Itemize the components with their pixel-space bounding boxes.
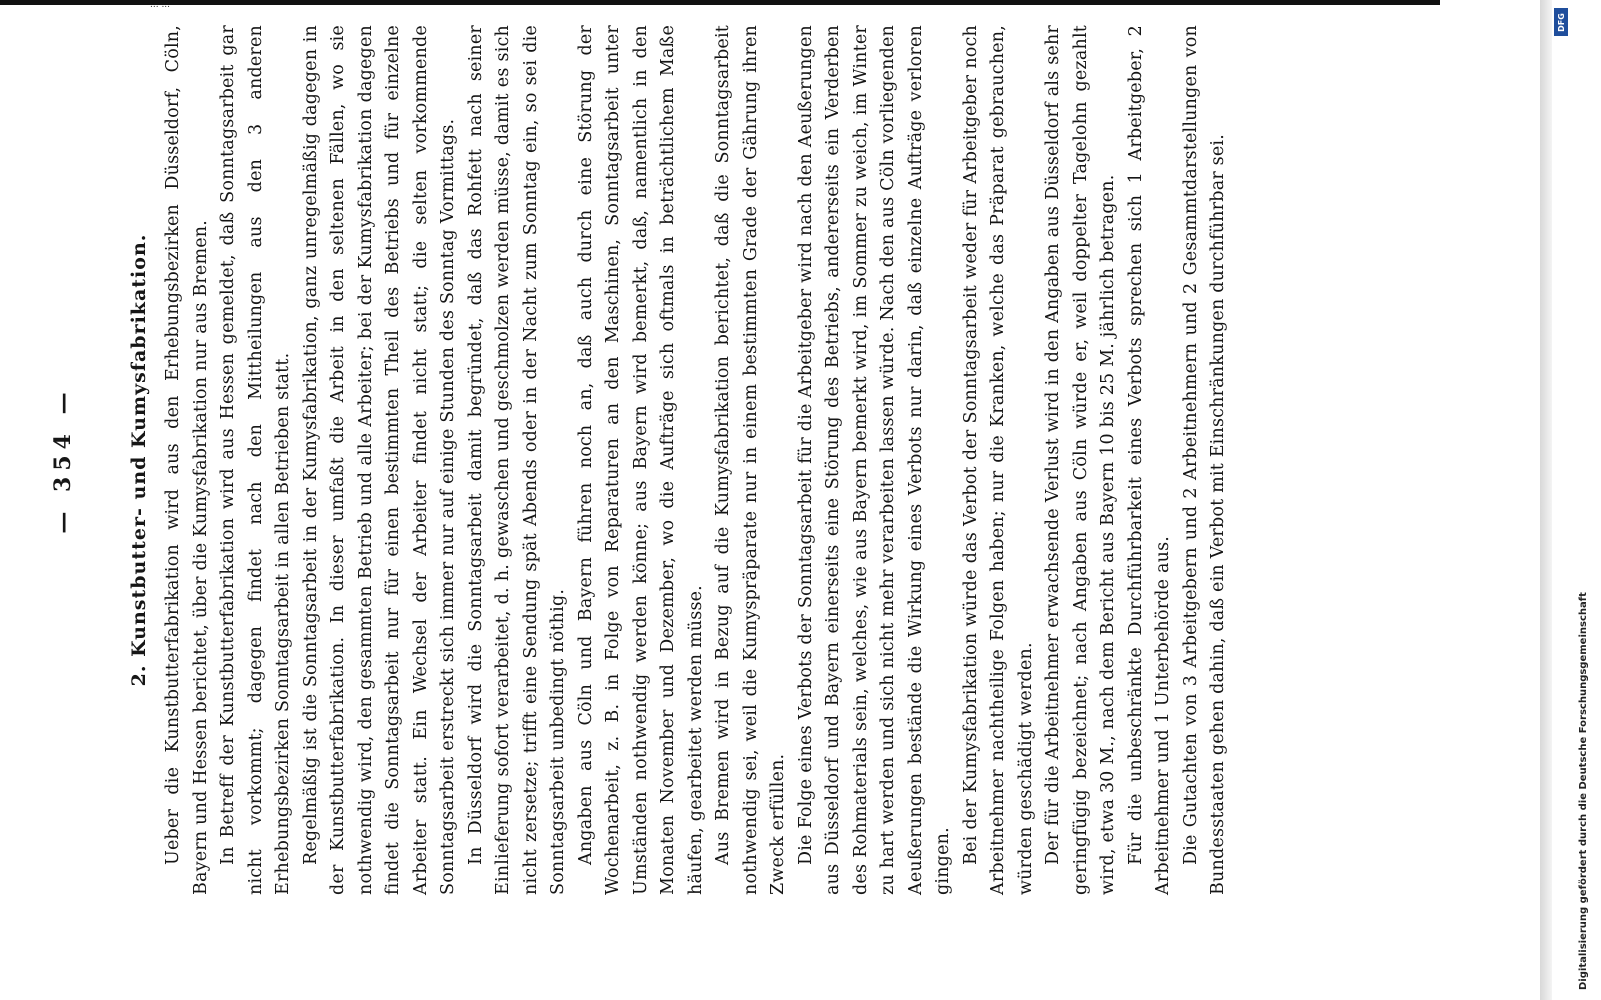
digitization-credit: Digitalisierung gefördert durch die Deutsche Forschungsgemeinschaft [1578,592,1589,990]
dfg-logo [1554,8,1568,36]
paragraph: In Betreff der Kunstbutterfabrikation wird aus Hessen gemeldet, daß Sonntagsarbeit gar nicht vorkommt; dagegen findet nach den Mittheilungen aus den 3 anderen Erhebungsbezirken Sonntagsarbeit in allen Betrieben statt. [218,25,293,895]
top-scrap-text: ... ... [150,0,171,10]
dfg-logo-text: DFG [1556,12,1566,32]
paragraph: Für die unbeschränkte Durchführbarkeit eines Verbots sprechen sich 1 Arbeitgeber, 2 Arbeitnehmer und 1 Unterbehörde aus. [1125,25,1173,895]
paragraph: Die Folge eines Verbots der Sonntagsarbeit für die Arbeitgeber wird nach den Aeußerungen aus Düsseldorf und Bayern einerseits eine Störung des Betriebs, andererseits ein Verderben des Rohmaterials sein, welches, wie aus Bayern bemerkt wird, im Sommer zu weich, im Winter zu hart werden und sich nicht mehr verarbeiten lassen würde. Nach den aus Cöln vorliegenden Aeußerungen bestände die Wirkung eines Verbots nur darin, daß einzelne Aufträge verloren gingen. [795,25,953,895]
section-title: 2. Kunstbutter- und Kumysfabrikation. [128,233,150,687]
top-rule [0,0,1440,5]
paragraph: Aus Bremen wird in Bezug auf die Kumysfabrikation berichtet, daß die Sonntagsarbeit nothwendig sei, weil die Kumyspräparate nur in einem bestimmten Grade der Gährung ihren Zweck erfüllen. [713,25,788,895]
paragraph: Die Gutachten von 3 Arbeitgebern und 2 Arbeitnehmern und 2 Gesammtdarstellungen von Bundesstaaten gehen dahin, daß ein Verbot mit Einschränkungen durchführbar sei. [1180,25,1228,895]
paragraph: Ueber die Kunstbutterfabrikation wird aus den Erhebungsbezirken Düsseldorf, Cöln, Bayern und Hessen berichtet, über die Kumysfabrikation nur aus Bremen. [163,25,211,895]
paragraph: Bei der Kumysfabrikation würde das Verbot der Sonntagsarbeit weder für Arbeitgeber noch Arbeitnehmer nachtheilige Folgen haben; nur die Kranken, welche das Präparat gebrauchen, würden geschädigt werden. [960,25,1036,895]
paragraph: In Düsseldorf wird die Sonntagsarbeit damit begründet, daß das Rohfett nach seiner Einlieferung sofort verarbeitet, d. h. gewaschen und geschmolzen werden müsse, damit es sich nicht zersetze; trifft eine Sendung spät Abends oder in der Nacht zum Sonntag ein, so sei die Sonntagsarbeit unbedingt nöthig. [465,25,568,895]
page-edge-shadow [1540,0,1552,1000]
paragraph: Der für die Arbeitnehmer erwachsende Verlust wird in den Angaben aus Düsseldorf als sehr geringfügig bezeichnet; nach Angaben aus Cöln würde er, weil doppelter Tagelohn gezahlt wird, etwa 30 M., nach dem Bericht aus Bayern 10 bis 25 M. jährlich betragen. [1043,25,1118,895]
body-text [160,25,1233,895]
paragraph: Angaben aus Cöln und Bayern führen noch an, daß auch durch eine Störung der Wochenarbeit, z. B. in Folge von Reparaturen an den Maschinen, Sonntagsarbeit unter Umständen nothwendig werden könne; aus Bayern wird bemerkt, daß, namentlich in den Monaten November und Dezember, wo die Aufträge sich oftmals in beträchtlichem Maße häufen, gearbeitet werden müsse. [575,25,706,895]
rotated-document-page [50,25,1390,895]
page-number: — 354 — [50,386,76,534]
paragraph: Regelmäßig ist die Sonntagsarbeit in der Kumysfabrikation, ganz unregelmäßig dagegen in der Kunstbutterfabrikation. In dieser umfaßt die Arbeit in den seltenen Fällen, wo sie nothwendig wird, den gesammten Betrieb und alle Arbeiter; bei der Kumysfabrikation dagegen findet die Sonntagsarbeit nur für einen bestimmten Theil des Betriebs und für einzelne Arbeiter statt. Ein Wechsel der Arbeiter findet nicht statt; die selten vorkommende Sonntagsarbeit erstreckt sich immer nur auf einige Stunden des Sonntag Vormittags. [300,25,458,895]
